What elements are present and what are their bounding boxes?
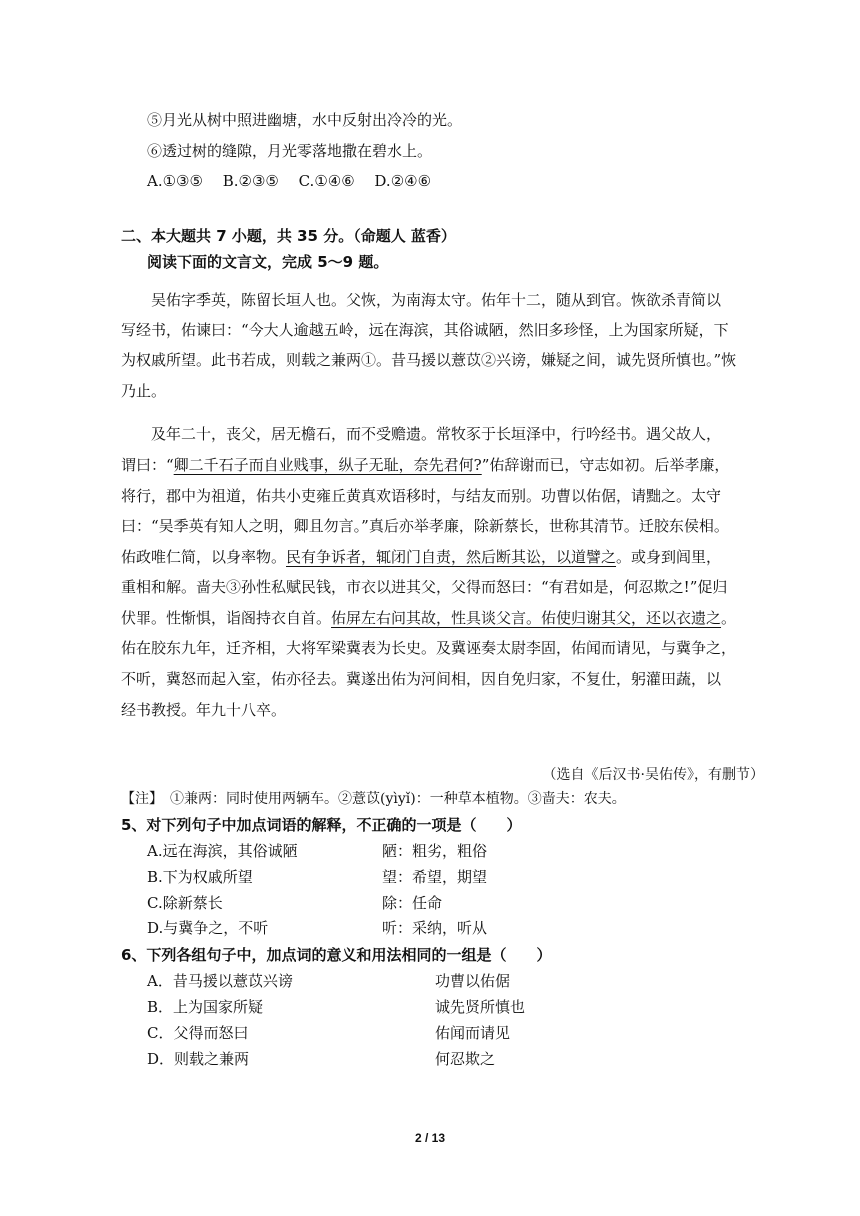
text-segment: 佑政唯仁简，以身率物。 [121, 548, 287, 566]
option-item-6: ⑥透过树的缝隙，月光零落地撒在碧水上。 [147, 142, 433, 160]
option-left: A．昔马援以薏苡兴谤 [147, 972, 293, 990]
passage-line: 写经书，佑谏曰：“今大人逾越五岭，远在海滨，其俗诚陋，然旧多珍怪，上为国家所疑，下 [121, 321, 729, 339]
source-citation: （选自《后汉书·吴佑传》，有删节） [542, 767, 764, 783]
option-explanation: 除：任命 [382, 894, 443, 912]
passage-line: 为权戚所望。此书若成，则载之兼两①。昔马援以薏苡②兴谤，嫌疑之间，诚先贤所慎也。”恢 [121, 351, 737, 369]
text-segment: 谓曰：“ [121, 456, 174, 474]
option-sentence: B.下为权戚所望 [147, 868, 253, 886]
option-left: B．上为国家所疑 [147, 998, 264, 1016]
option-right: 功曹以佑倨 [435, 972, 511, 990]
option-explanation: 听：采纳，听从 [382, 919, 488, 937]
page-number: 2 / 13 [414, 1131, 446, 1145]
passage-line: 不听，冀怒而起入室，佑亦径去。冀遂出佑为河间相，因自免归家，不复仕，躬灌田蔬，以 [121, 670, 722, 688]
passage-line: 曰：“吴季英有知人之明，卿且勿言。”真后亦举孝廉，除新蔡长，世称其清节。迁胶东侯相。 [121, 517, 729, 535]
footnotes: 【注】 ①兼两：同时使用两辆车。②薏苡(yìyǐ)：一种草本植物。③啬夫：农夫。 [121, 791, 626, 807]
option-right: 佑闻而请见 [435, 1024, 511, 1042]
text-segment: 。或身到闾里， [616, 548, 722, 566]
option-sentence: A.远在海滨，其俗诚陋 [147, 842, 298, 860]
passage-line: 吴佑字季英，陈留长垣人也。父恢，为南海太守。佑年十二，随从到官。恢欲杀青简以 [151, 291, 722, 309]
option-sentence: C.除新蔡长 [147, 894, 223, 912]
answer-choices: A.①③⑤ B.②③⑤ C.①④⑥ D.②④⑥ [147, 172, 432, 190]
passage-line: 将行，郡中为祖道，佑共小吏雍丘黄真欢语移时，与结友而别。功曹以佑倨，请黜之。太守 [121, 487, 722, 505]
passage-line: 经书教授。年九十八卒。 [121, 701, 287, 719]
underlined-sentence: 佑屏左右问其故，性具谈父言。佑使归谢其父，还以衣遗之 [331, 609, 722, 627]
option-right: 诚先贤所慎也 [435, 998, 526, 1016]
underlined-sentence: 卿二千石子而自业贱事，纵子无耻，奈先君何? [173, 456, 482, 474]
option-explanation: 陋：粗劣，粗俗 [382, 842, 488, 860]
question-stem: 5、对下列句子中加点词语的解释，不正确的一项是（ ） [121, 816, 522, 834]
underlined-sentence: 民有争诉者，辄闭门自责，然后断其讼，以道譬之 [286, 548, 617, 566]
text-segment: 伏罪。性惭惧，诣阁持衣自首。 [121, 609, 332, 627]
passage-line [121, 608, 736, 628]
passage-line [121, 547, 721, 567]
passage-line: 重相和解。啬夫③孙性私赋民钱，市衣以进其父，父得而怒曰：“有君如是，何忍欺之!”促归 [121, 578, 728, 596]
option-left: C．父得而怒曰 [147, 1024, 249, 1042]
option-sentence: D.与冀争之，不听 [147, 919, 269, 937]
question-stem: 6、下列各组句子中，加点词的意义和用法相同的一组是（ ） [121, 946, 552, 964]
section-heading: 二、本大题共 7 小题，共 35 分。（命题人 蓝香） [121, 227, 456, 245]
text-segment: 。 [721, 609, 737, 627]
option-explanation: 望：希望，期望 [382, 868, 488, 886]
passage-line: 佑在胶东九年，迁齐相，大将军梁冀表为长史。及冀诬奏太尉李固，佑闻而请见，与冀争之， [121, 639, 737, 657]
text-segment: ”佑辞谢而已，守志如初。后举孝廉， [481, 456, 730, 474]
section-instruction: 阅读下面的文言文，完成 5～9 题。 [147, 253, 389, 271]
option-left: D．则载之兼两 [147, 1050, 250, 1068]
option-right: 何忍欺之 [435, 1050, 496, 1068]
passage-line: 乃止。 [121, 382, 167, 400]
passage-line [121, 455, 729, 475]
option-item-5: ⑤月光从树中照进幽塘，水中反射出冷冷的光。 [147, 111, 463, 129]
passage-line: 及年二十，丧父，居无檐石，而不受赡遗。常牧豕于长垣泽中，行吟经书。遇父故人， [151, 425, 722, 443]
